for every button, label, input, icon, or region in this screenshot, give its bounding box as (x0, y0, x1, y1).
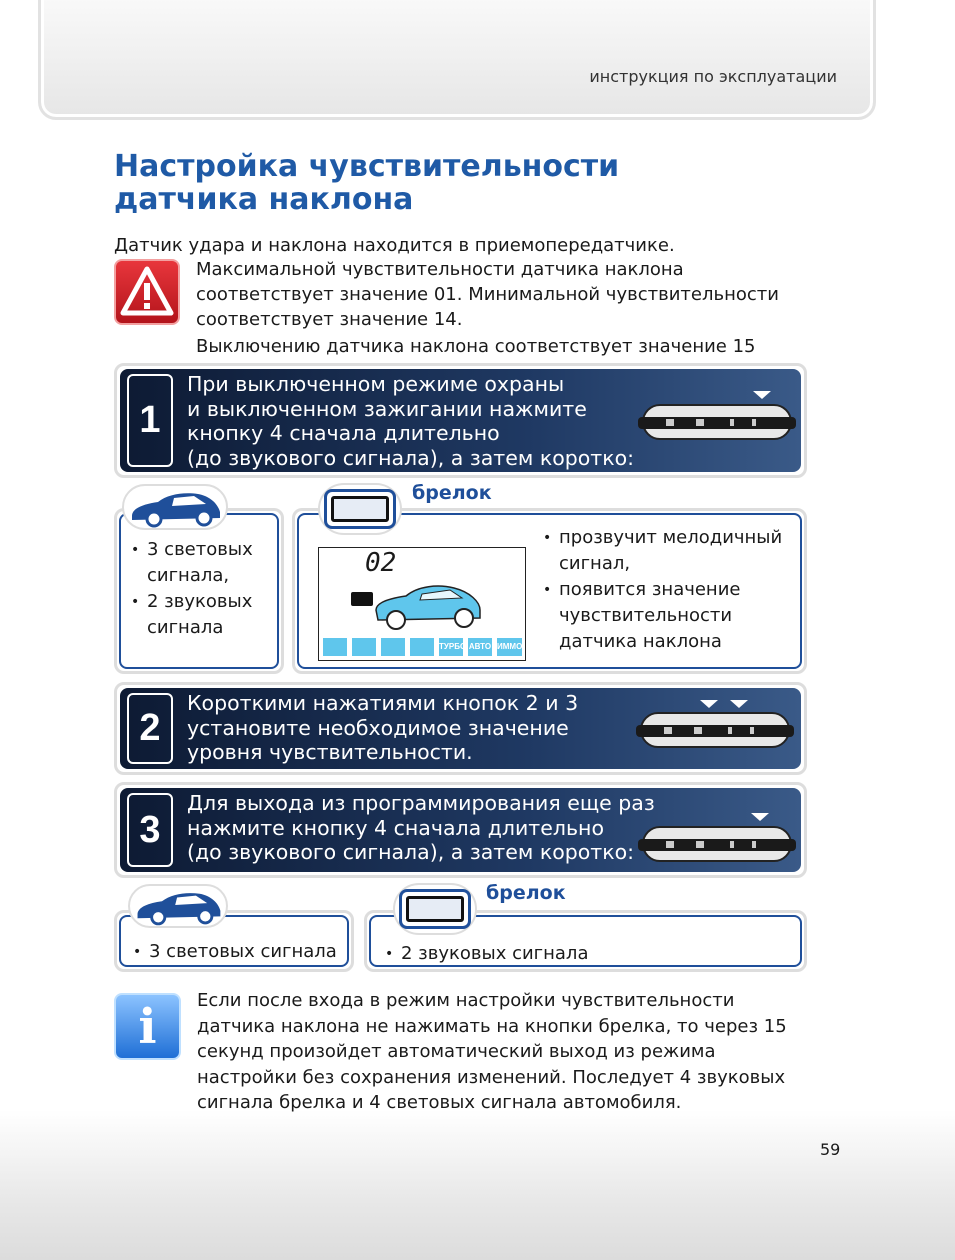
car-icon (122, 484, 228, 530)
shock-icon (381, 638, 405, 656)
lcd-display (318, 547, 526, 661)
step-1 (114, 363, 807, 478)
brelok-signal-item: • прозвучит мелодичный сигнал, (543, 525, 793, 577)
turbo-icon: ТУРБО (439, 638, 463, 656)
info-icon: i (114, 993, 181, 1060)
page-header (38, 0, 876, 120)
info-text: Если после входа в режим настройки чувствительности датчика наклона не нажимать на кнопки брелка, то через 15 секунд произойдет автоматический выход из режима настройки без сохранения изменений. Последует 4 звуковых сигнала брелка и 4 световых сигнала автомобиля. (197, 990, 787, 1113)
warning-text: Максимальной чувствительности датчика наклона соответствует значение 01. Минимальной чувствительности соответствует значение 14. Выключению датчика наклона соответствует значение 15 (196, 259, 779, 357)
press-indicator-icon (730, 700, 748, 708)
page-title (114, 150, 619, 216)
car-signal-item: • 2 звуковых сигнала (131, 589, 277, 641)
remote-icon (399, 889, 471, 929)
lcd-value: 02 (365, 548, 397, 578)
lock-icon (351, 592, 373, 606)
press-indicator-icon (700, 700, 718, 708)
brelok-label: брелок (412, 482, 492, 504)
lcd-car-icon (374, 580, 484, 632)
remote-icon (324, 489, 396, 529)
header-subtitle: инструкция по эксплуатации (589, 67, 837, 86)
car-signal-item: • 3 световых сигнала, (131, 537, 277, 589)
key-fob-icon (642, 826, 792, 862)
title-line: датчика наклона (114, 182, 414, 217)
step-number: 2 (127, 693, 173, 764)
brelok-label: брелок (486, 882, 566, 904)
intro-text: Датчик удара и наклона находится в приемопередатчике. (114, 235, 675, 256)
step-text: Для выхода из программирования еще раз нажмите кнопку 4 сначала длительно (до звукового сигнала), а затем коротко: (187, 791, 655, 864)
brelok-signal-item: • появится значение чувствительности датчика наклона (543, 577, 793, 655)
alarm-icon (323, 638, 347, 656)
step-number: 1 (127, 374, 173, 467)
auto-icon: АВТО (468, 638, 492, 656)
key-fob-icon (642, 404, 792, 440)
page-number: 59 (820, 1140, 841, 1159)
press-indicator-icon (753, 391, 771, 399)
remote-badge (318, 483, 402, 535)
title-line: Настройка чувствительности (114, 149, 620, 184)
immo-icon: ИММО (497, 638, 522, 656)
step-3 (114, 782, 807, 878)
remote-badge (393, 883, 477, 935)
press-indicator-icon (751, 813, 769, 821)
car-icon (128, 884, 228, 928)
car-signal-item: • 3 световых сигнала (133, 939, 337, 965)
wrench-icon (410, 638, 434, 656)
step-text: При выключенном режиме охраны и выключенном зажигании нажмите кнопку 4 сначала длительно (до звукового сигнала), а затем коротко: (187, 372, 635, 470)
step-number: 3 (127, 793, 173, 867)
car-result-panel (114, 508, 284, 674)
warning-icon (114, 259, 180, 325)
key-fob-icon (640, 712, 790, 748)
lock-2-icon (352, 638, 376, 656)
step-text: Короткими нажатиями кнопок 2 и 3 установите необходимое значение уровня чувствительности. (187, 691, 579, 764)
brelok-signal-item: • 2 звуковых сигнала (385, 941, 588, 967)
step-2 (114, 682, 807, 775)
